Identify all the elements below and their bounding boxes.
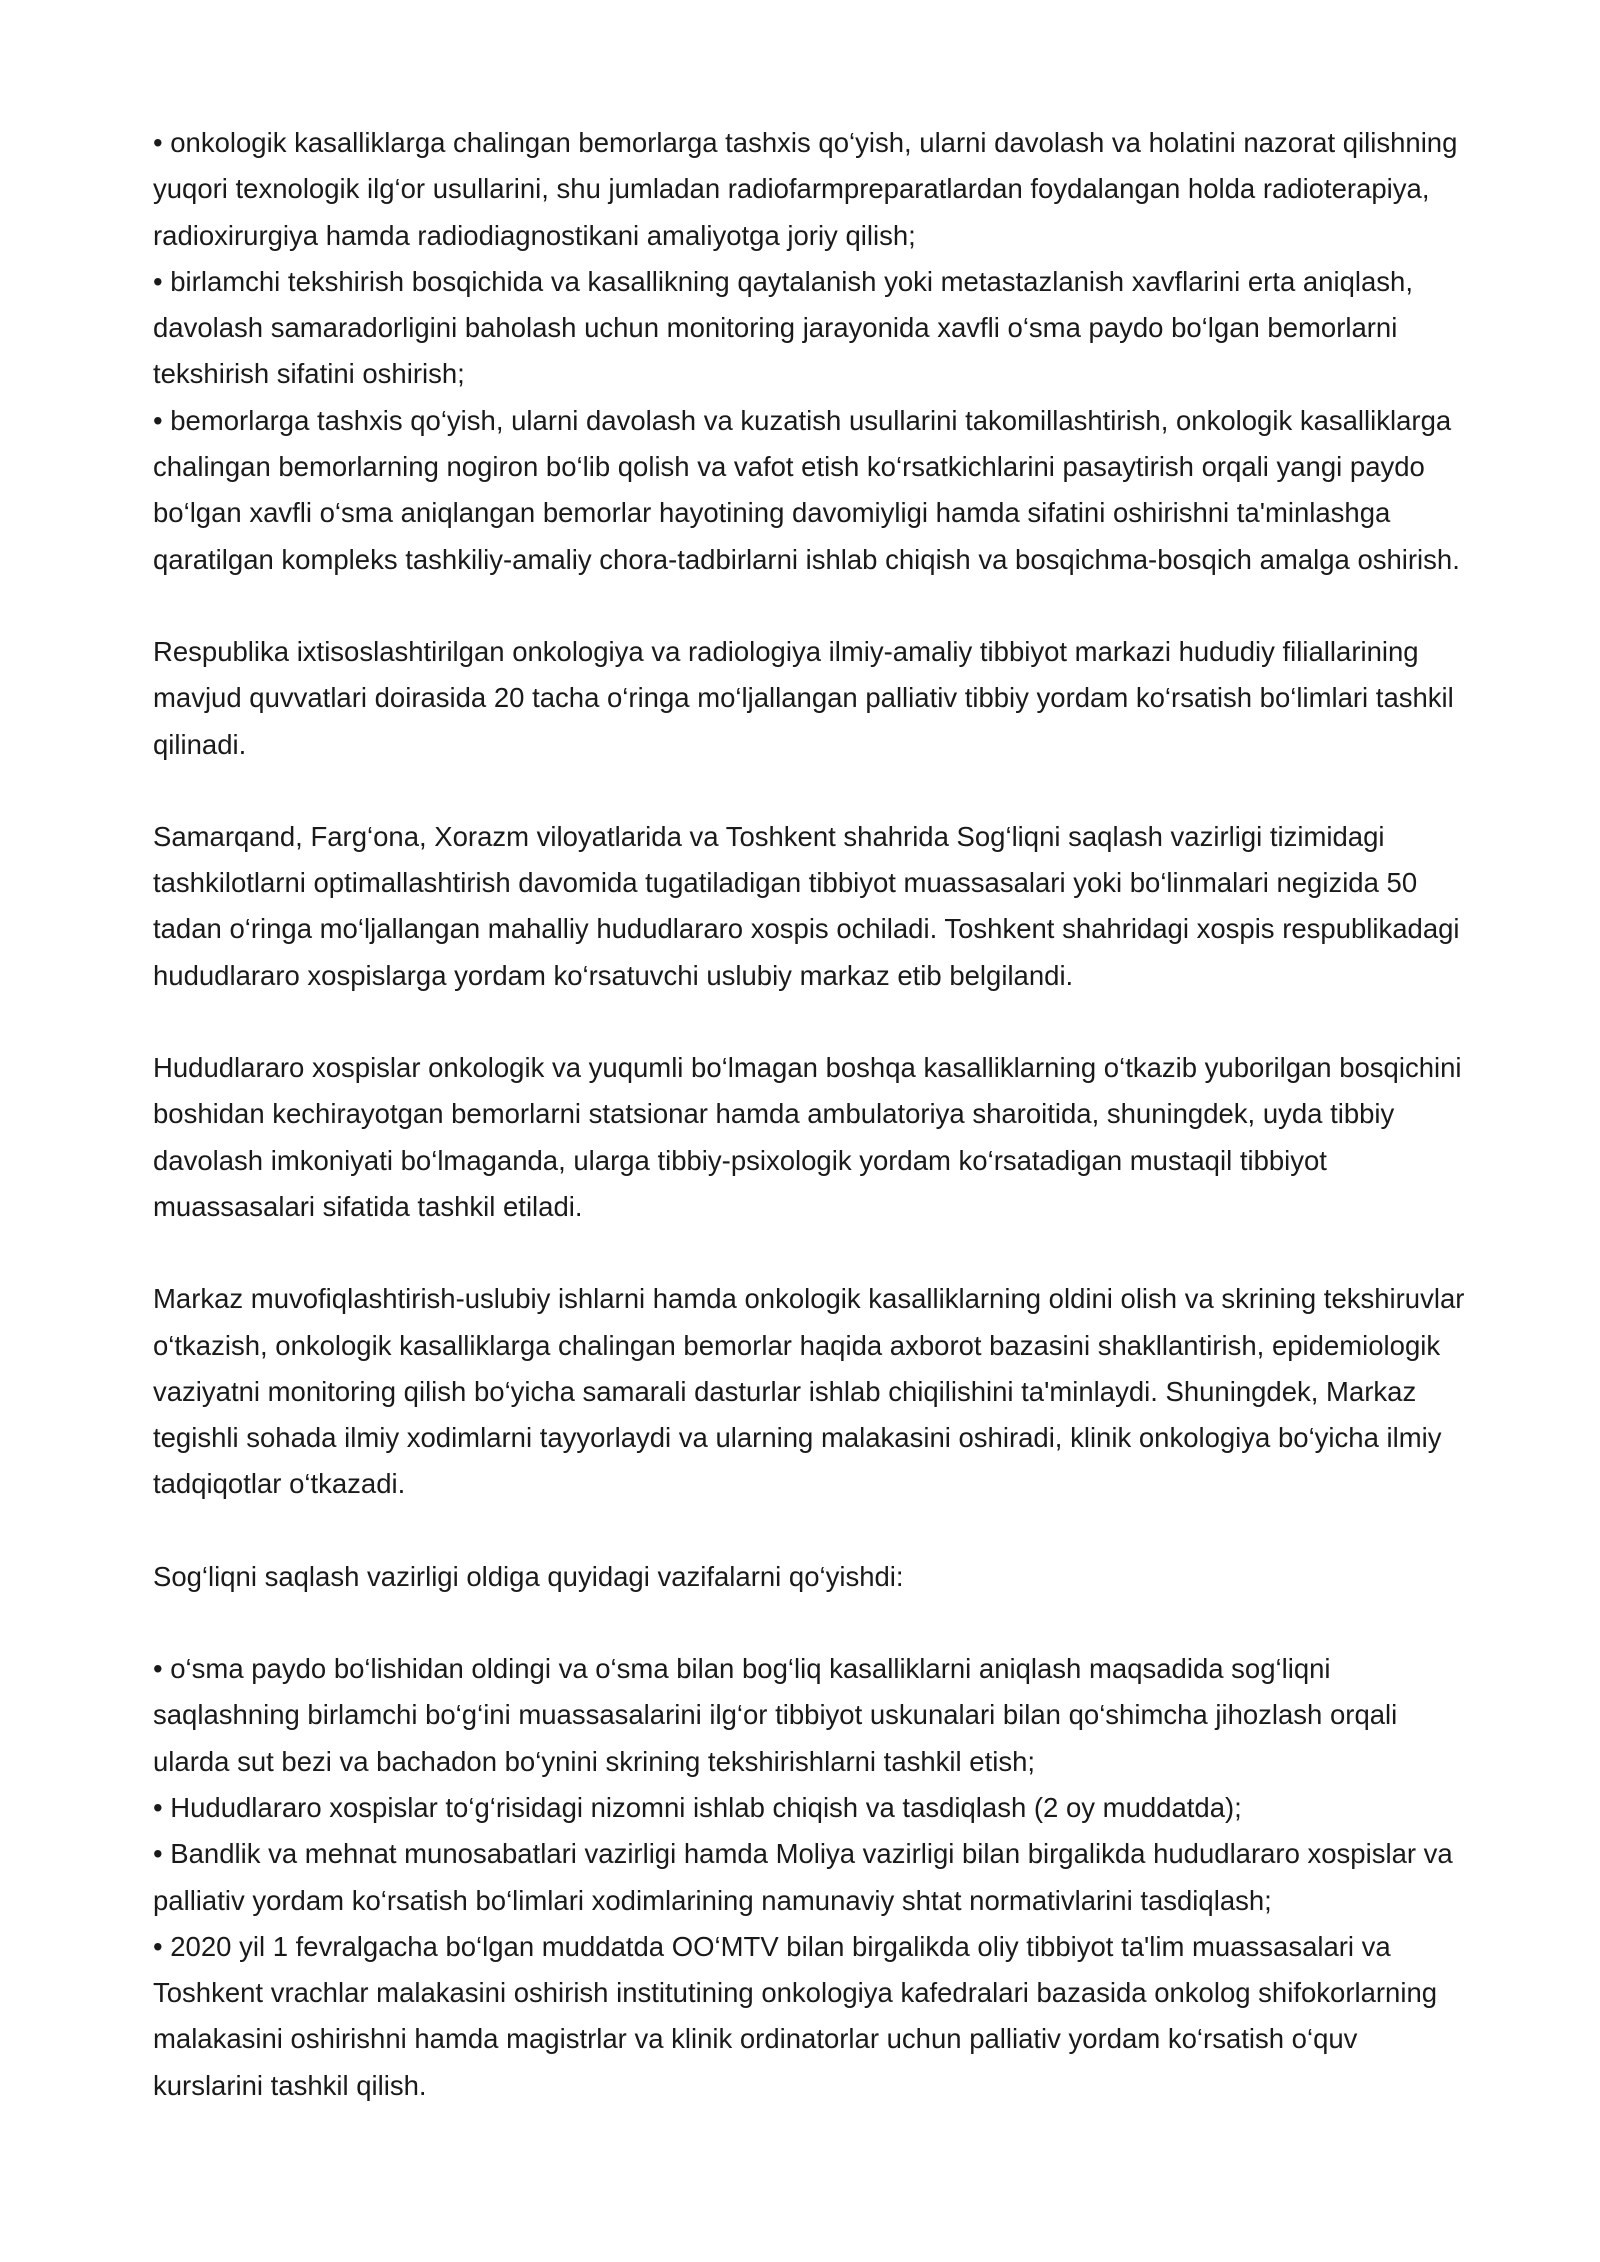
text-line: malakasini oshirishni hamda magistrlar va klinik ordinatorlar uchun palliativ yordam ko‘rsatish o‘quv <box>153 2023 1358 2055</box>
text-line: tadan o‘ringa mo‘ljallangan mahalliy hududlararo xospis ochiladi. Toshkent shahridagi xospis respublikadagi <box>153 913 1460 945</box>
text-line: ularda sut bezi va bachadon bo‘ynini skrining tekshirishlarni tashkil etish; <box>153 1745 1036 1777</box>
text-line: tegishli sohada ilmiy xodimlarni tayyorlaydi va ularning malakasini oshiradi, klinik onkologiya bo‘yicha ilmiy <box>153 1422 1442 1454</box>
text-line: • birlamchi tekshirish bosqichida va kasallikning qaytalanish yoki metastazlanish xavflarini erta aniqlash, <box>153 265 1413 297</box>
text-line: tadqiqotlar o‘tkazadi. <box>153 1468 406 1500</box>
document-body <box>153 120 1503 2155</box>
bullet-item <box>153 398 1503 583</box>
text-line: Sog‘liqni saqlash vazirligi oldiga quyidagi vazifalarni qo‘yishdi: <box>153 1560 904 1592</box>
text-line: tashkilotlarni optimallashtirish davomida tugatiladigan tibbiyot muassasalari yoki bo‘linmalari negizida 50 <box>153 867 1418 899</box>
text-line: Markaz muvofiqlashtirish-uslubiy ishlarni hamda onkologik kasalliklarning oldini olish va skrining tekshiruvlar <box>153 1283 1465 1315</box>
bullet-item <box>153 120 1503 259</box>
bullet-item <box>153 1785 1503 1831</box>
paragraph <box>153 629 1503 768</box>
text-line: bo‘lgan xavfli o‘sma aniqlangan bemorlar hayotining davomiyligi hamda sifatini oshirishni ta'minlashga <box>153 497 1391 529</box>
text-line: palliativ yordam ko‘rsatish bo‘limlari xodimlarining namunaviy shtat normativlarini tasdiqlash; <box>153 1884 1272 1916</box>
bullet-item <box>153 1646 1503 1785</box>
text-line: qaratilgan kompleks tashkiliy-amaliy chora-tadbirlarni ishlab chiqish va bosqichma-bosqich amalga oshirish. <box>153 543 1460 575</box>
text-line: boshidan kechirayotgan bemorlarni statsionar hamda ambulatoriya sharoitida, shuningdek, uyda tibbiy <box>153 1098 1395 1130</box>
paragraph <box>153 1276 1503 1507</box>
text-line: Respublika ixtisoslashtirilgan onkologiya va radiologiya ilmiy-amaliy tibbiyot markazi hududiy filiallarining <box>153 635 1419 667</box>
bullet-item <box>153 1831 1503 1924</box>
text-line: Toshkent vrachlar malakasini oshirish institutining onkologiya kafedralari bazasida onkolog shifokorlarning <box>153 1977 1438 2009</box>
text-line: • o‘sma paydo bo‘lishidan oldingi va o‘sma bilan bog‘liq kasalliklarni aniqlash maqsadida sog‘liqni <box>153 1653 1331 1685</box>
text-line: • 2020 yil 1 fevralgacha bo‘lgan muddatda OO‘MTV bilan birgalikda oliy tibbiyot ta'lim muassasalari va <box>153 1930 1391 1962</box>
paragraph <box>153 1554 1503 1600</box>
text-line: • onkologik kasalliklarga chalingan bemorlarga tashxis qo‘yish, ularni davolash va holatini nazorat qilishning <box>153 127 1458 158</box>
text-line: vaziyatni monitoring qilish bo‘yicha samarali dasturlar ishlab chiqilishini ta'minlaydi. Shuningdek, Markaz <box>153 1375 1417 1407</box>
text-line: • Bandlik va mehnat munosabatlari vazirligi hamda Moliya vazirligi bilan birgalikda hududlararo xospislar va <box>153 1838 1453 1870</box>
text-line: Hududlararo xospislar onkologik va yuqumli bo‘lmagan boshqa kasalliklarning o‘tkazib yuborilgan bosqichini <box>153 1052 1462 1084</box>
text-line: davolash samaradorligini baholash uchun monitoring jarayonida xavfli o‘sma paydo bo‘lgan bemorlarni <box>153 312 1398 344</box>
text-line: • Hududlararo xospislar to‘g‘risidagi nizomni ishlab chiqish va tasdiqlash (2 oy muddatda); <box>153 1791 1242 1823</box>
paragraph <box>153 1045 1503 1230</box>
bullet-list <box>153 1646 1503 2109</box>
text-line: qilinadi. <box>153 728 247 760</box>
text-line: muassasalari sifatida tashkil etiladi. <box>153 1190 583 1222</box>
text-line: davolash imkoniyati bo‘lmaganda, ularga tibbiy-psixologik yordam ko‘rsatadigan mustaqil tibbiyot <box>153 1144 1327 1176</box>
text-line: yuqori texnologik ilg‘or usullarini, shu jumladan radiofarmpreparatlardan foydalangan holda radioterapiya, <box>153 173 1430 205</box>
bullet-item <box>153 1924 1503 2109</box>
bullet-list <box>153 120 1503 583</box>
text-line: radioxirurgiya hamda radiodiagnostikani amaliyotga joriy qilish; <box>153 219 916 251</box>
bullet-item <box>153 259 1503 398</box>
text-line: • bemorlarga tashxis qo‘yish, ularni davolash va kuzatish usullarini takomillashtirish, onkologik kasalliklarga <box>153 404 1452 436</box>
text-line: tekshirish sifatini oshirish; <box>153 358 465 390</box>
text-line: chalingan bemorlarning nogiron bo‘lib qolish va vafot etish ko‘rsatkichlarini pasaytirish orqali yangi paydo <box>153 451 1425 483</box>
text-line: kurslarini tashkil qilish. <box>153 2069 427 2101</box>
text-line: mavjud quvvatlari doirasida 20 tacha o‘ringa mo‘ljallangan palliativ tibbiy yordam ko‘rsatish bo‘limlari tashkil <box>153 682 1454 714</box>
paragraph <box>153 814 1503 999</box>
text-line: hududlararo xospislarga yordam ko‘rsatuvchi uslubiy markaz etib belgilandi. <box>153 959 1074 991</box>
text-line: o‘tkazish, onkologik kasalliklarga chalingan bemorlar haqida axborot bazasini shakllantirish, epidemiologik <box>153 1329 1441 1361</box>
text-line: Samarqand, Farg‘ona, Xorazm viloyatlarida va Toshkent shahrida Sog‘liqni saqlash vazirligi tizimidagi <box>153 820 1385 852</box>
text-line: saqlashning birlamchi bo‘g‘ini muassasalarini ilg‘or tibbiyot uskunalari bilan qo‘shimcha jihozlash orqali <box>153 1699 1398 1731</box>
